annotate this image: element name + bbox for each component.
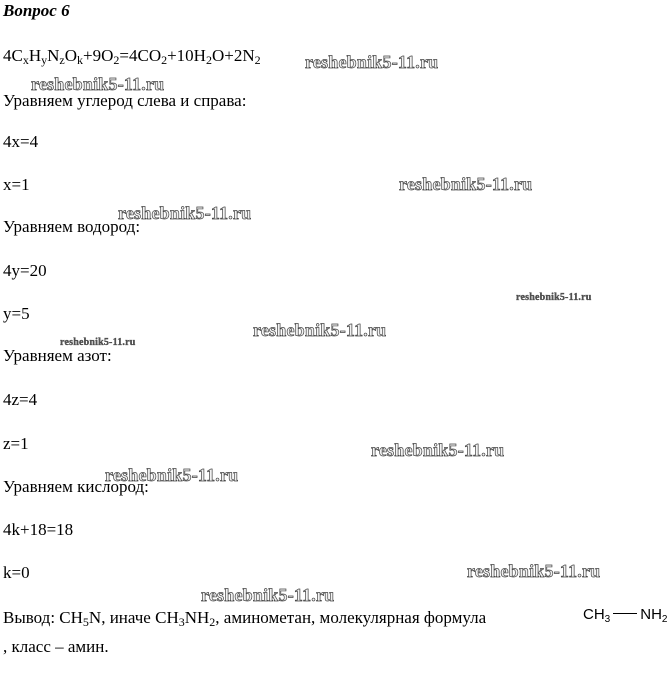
nitrogen-result: z=1 — [3, 434, 29, 453]
watermark: reshebnik5-11.ru — [105, 465, 239, 485]
oxygen-equation: 4k+18=18 — [3, 520, 74, 539]
watermark: reshebnik5-11.ru — [399, 174, 533, 194]
watermark: reshebnik5-11.ru — [31, 74, 165, 94]
reaction-equation: $4C_xH_yN_zO_k+9O_2=4CO_2+10H_2O+2N_2$ — [3, 46, 261, 67]
watermark: reshebnik5-11.ru — [253, 320, 387, 340]
oxygen-result: k=0 — [3, 563, 30, 582]
single-bond — [613, 613, 637, 614]
methylamine-structure: $CH_3$ $NH_2$ — [583, 606, 667, 625]
watermark: reshebnik5-11.ru — [305, 52, 439, 72]
carbon-equation: 4x=4 — [3, 132, 39, 151]
hydrogen-equation: 4y=20 — [3, 261, 47, 280]
watermark: reshebnik5-11.ru — [201, 585, 335, 605]
oxygen-heading: Уравняем кислород: — [3, 477, 149, 496]
hydrogen-heading: Уравняем водород: — [3, 217, 141, 236]
watermark: reshebnik5-11.ru — [118, 203, 252, 223]
nitrogen-heading: Уравняем азот: — [3, 346, 112, 365]
watermark: reshebnik5-11.ru — [516, 292, 592, 303]
conclusion-line: Вывод: $CH_5N$, иначе $CH_3NH_2$, аминометан, молекулярная формула — [3, 608, 487, 629]
carbon-heading: Уравняем углерод слева и справа: — [3, 91, 247, 110]
hydrogen-result: y=5 — [3, 304, 30, 323]
watermark: reshebnik5-11.ru — [60, 337, 136, 348]
watermark: reshebnik5-11.ru — [467, 561, 601, 581]
watermark: reshebnik5-11.ru — [371, 440, 505, 460]
carbon-result: x=1 — [3, 175, 30, 194]
nitrogen-equation: 4z=4 — [3, 390, 38, 409]
conclusion-class: , класс – амин. — [3, 637, 109, 656]
question-title: Вопрос 6 — [3, 1, 70, 20]
